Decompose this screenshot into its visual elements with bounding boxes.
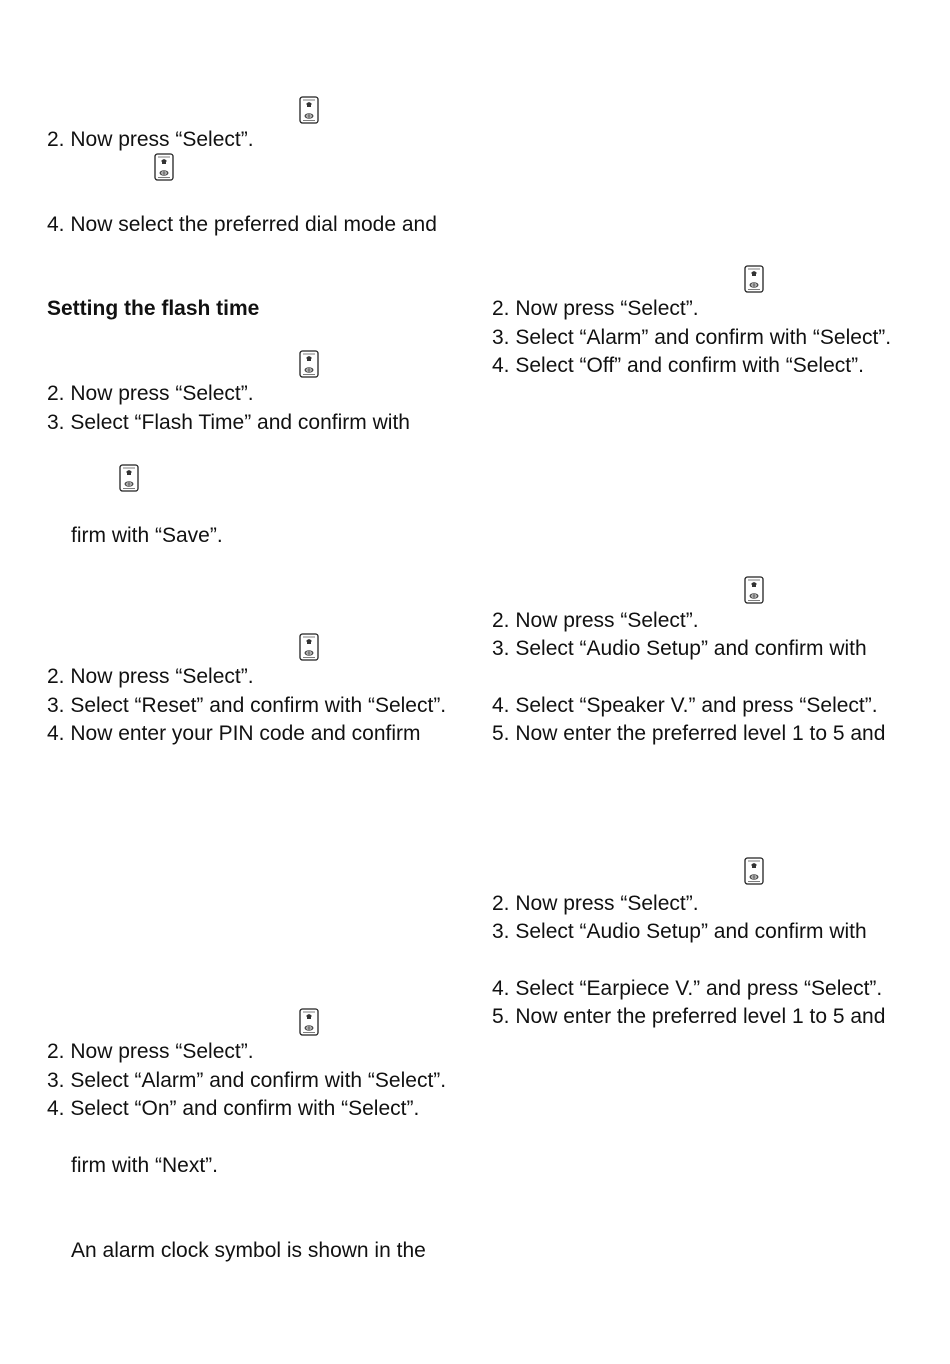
instruction-line: 3. Select “Alarm” and confirm with “Select”. [492,326,892,349]
instruction-line: 5. Now enter the preferred level 1 to 5 and [492,722,886,745]
instruction-line: 3. Select “Flash Time” and confirm with [47,411,410,434]
instruction-line: 2. Now press “Select”. [47,665,254,688]
instruction-line: 3. Select “Audio Setup” and confirm with [492,920,867,943]
instruction-line: 2. Now press “Select”. [492,892,699,915]
menu-key-icon [744,265,764,293]
menu-key-icon [299,96,319,124]
instruction-line: 4. Now enter your PIN code and confirm [47,722,421,745]
instruction-line: 4. Select “Earpiece V.” and press “Select”. [492,977,883,1000]
instruction-line: 2. Now press “Select”. [492,297,699,320]
instruction-line: 4. Select “Off” and confirm with “Select”. [492,354,864,377]
instruction-line: 2. Now press “Select”. [47,382,254,405]
instruction-line: 2. Now press “Select”. [47,128,254,151]
instruction-line: 2. Now press “Select”. [47,1040,254,1063]
instruction-line: 4. Now select the preferred dial mode and [47,213,437,236]
section-heading: Setting the flash time [47,297,260,320]
menu-key-icon [744,576,764,604]
instruction-line: 2. Now press “Select”. [492,609,699,632]
instruction-line: 4. Select “Speaker V.” and press “Select”. [492,694,878,717]
instruction-line: firm with “Next”. [71,1154,218,1177]
menu-key-icon [299,350,319,378]
instruction-line: 3. Select “Alarm” and confirm with “Select”. [47,1069,447,1092]
instruction-line: An alarm clock symbol is shown in the [71,1239,426,1262]
instruction-line: 4. Select “On” and confirm with “Select”. [47,1097,420,1120]
instruction-line: firm with “Save”. [71,524,223,547]
menu-key-icon [299,633,319,661]
menu-key-icon [744,857,764,885]
instruction-line: 5. Now enter the preferred level 1 to 5 and [492,1005,886,1028]
instruction-line: 3. Select “Reset” and confirm with “Select”. [47,694,447,717]
menu-key-icon [119,464,139,492]
menu-key-icon [154,153,174,181]
instruction-line: 3. Select “Audio Setup” and confirm with [492,637,867,660]
menu-key-icon [299,1008,319,1036]
